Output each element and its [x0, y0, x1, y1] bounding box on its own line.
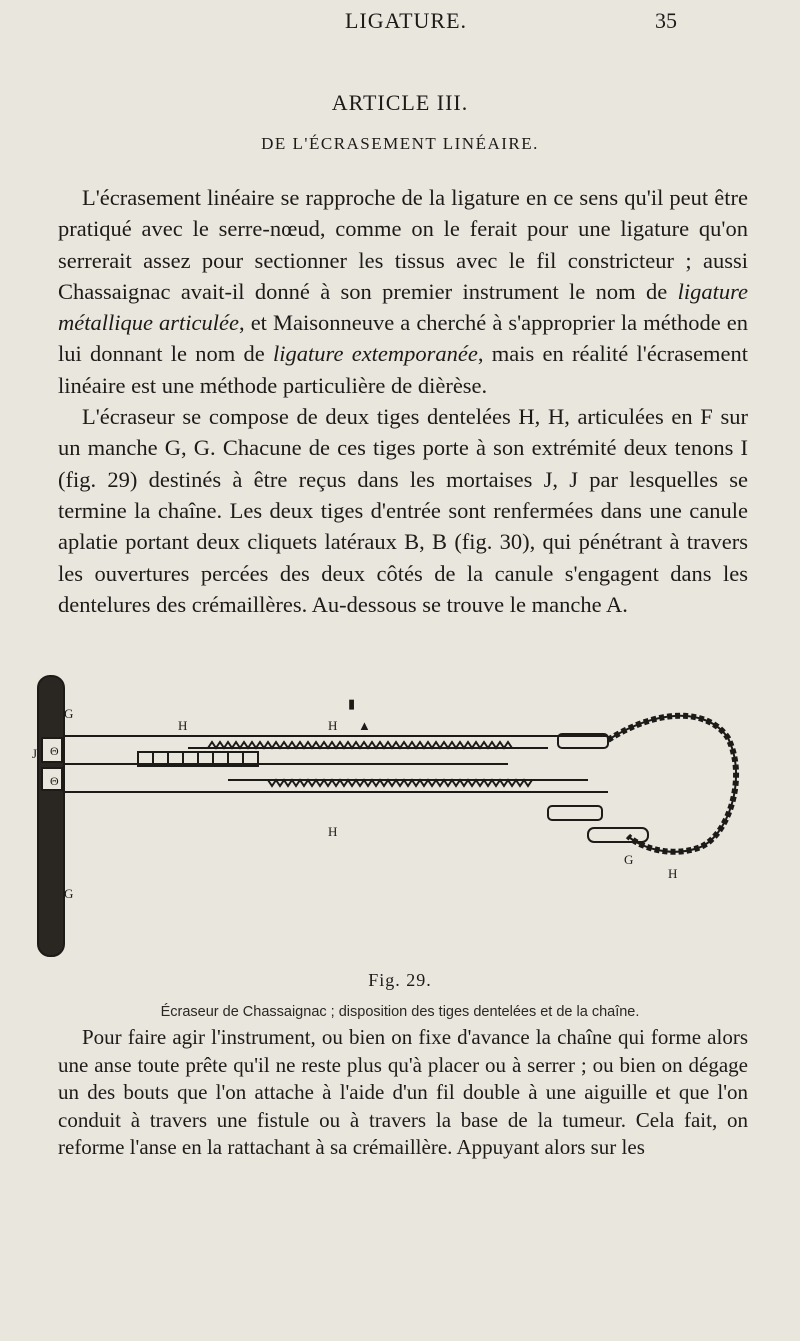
svg-text:G: G: [64, 706, 74, 721]
figure-caption: Écraseur de Chassaignac ; disposition des tiges dentelées et de la chaîne.: [160, 1004, 640, 1020]
paragraph: [58, 1024, 748, 1162]
text-run: L'écrasement linéaire se rapproche de la ligature en ce sens qu'il peut être pratiqué avec le serre-nœud, comme on le ferait pour une ligature qu'on serrerait assez pour sectionner les tissus avec le fil constricteur ; aussi Chassaignac avait-il donné à son premier instrument le nom de: [58, 185, 748, 304]
paragraph: [58, 401, 748, 620]
svg-text:▲: ▲: [358, 718, 371, 733]
svg-text:▮: ▮: [348, 696, 356, 711]
text-run: Pour faire agir l'instrument, ou bien on fixe d'avance la chaîne qui forme alors une anse toute prête qu'il ne reste plus qu'à placer ou à serrer ; ou bien on dégage un des bouts que l'on attache à l'aide d'un fil double à une aiguille et que l'on conduit à travers une fistule ou à travers la base de la tumeur. Cela fait, on reforme l'anse en la rattachant à sa crémaillère. Appuyant alors sur les: [58, 1025, 748, 1159]
svg-text:G: G: [624, 852, 634, 867]
svg-text:Θ: Θ: [50, 774, 59, 788]
article-subtitle: DE L'ÉCRASEMENT LINÉAIRE.: [261, 134, 539, 153]
running-header: [0, 8, 800, 44]
italic-term: ligature extemporanée: [273, 341, 478, 367]
svg-text:J: J: [32, 746, 38, 761]
ecraseur-illustration: [28, 668, 768, 964]
figure-ecraseur: [28, 668, 768, 964]
svg-text:H: H: [328, 718, 338, 733]
svg-text:Θ: Θ: [50, 744, 59, 758]
body-text-top: [58, 182, 748, 620]
body-text-bottom: [58, 1024, 748, 1162]
handle-shape: [38, 676, 64, 956]
running-title: LIGATURE.: [344, 8, 468, 33]
italic-term: ligature métallique articulée: [58, 278, 748, 336]
figure-label: Fig. 29.: [368, 970, 432, 990]
article-title: ARTICLE III.: [331, 90, 469, 115]
svg-text:H: H: [328, 824, 338, 839]
page-number: 35: [655, 8, 677, 33]
svg-text:H: H: [178, 718, 188, 733]
svg-text:H: H: [668, 866, 678, 881]
svg-text:G: G: [64, 886, 74, 901]
text-run: , et Maisonneuve a cherché à s'approprier la méthode en lui donnant le nom de: [58, 310, 748, 367]
text-run: , mais en réalité l'écrasement linéaire est une méthode particulière de dièrèse.: [58, 341, 749, 398]
paragraph: [58, 182, 748, 401]
text-run: L'écraseur se compose de deux tiges dentelées H, H, articulées en F sur un manche G, G. Chacune de ces tiges porte à son extrémité deux tenons I (fig. 29) destinés à être reçus dans les mortaises J, J par lesquelles se termine la chaîne. Les deux tiges d'entrée sont renfermées dans une canule aplatie portant deux cliquets latéraux B, B (fig. 30), qui pénétrant à travers les ouvertures percées des deux côtés de la canule s'engagent dans les dentelures des crémaillères. Au-dessous se trouve le manche A.: [58, 404, 748, 617]
